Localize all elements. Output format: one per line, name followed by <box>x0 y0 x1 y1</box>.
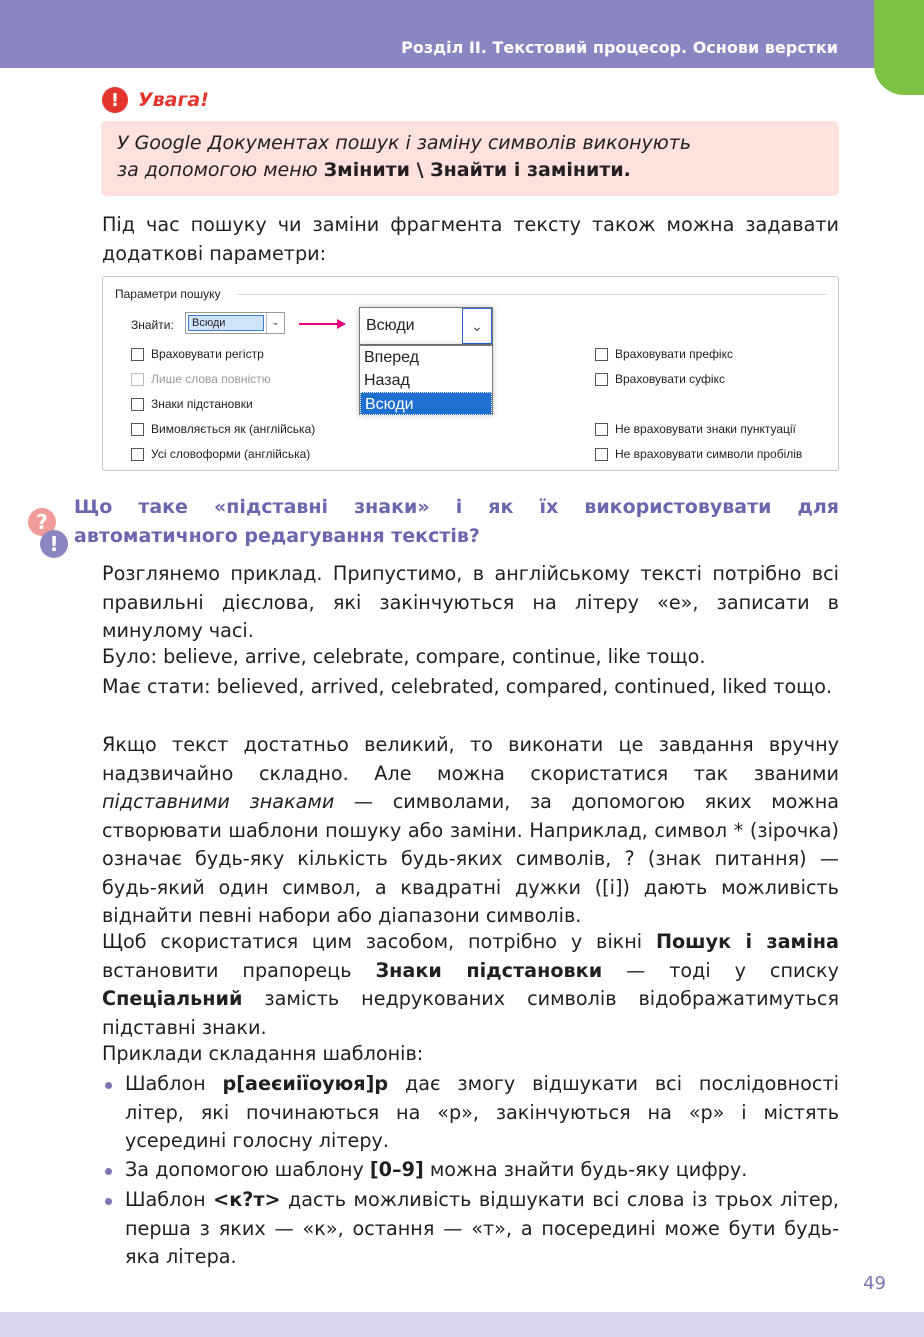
checkbox-wildcards[interactable]: Знаки підстановки <box>131 397 253 411</box>
direction-options-list <box>359 345 493 415</box>
search-options-figure <box>102 276 839 471</box>
checkbox-box[interactable] <box>595 448 608 461</box>
intro-paragraph: Під час пошуку чи заміни фрагмента тексту також можна задавати додаткові параметри: <box>102 213 839 265</box>
checkbox-box[interactable] <box>131 348 144 361</box>
body-paragraph: Якщо текст достатньо великий, то виконати це завдання вручну надзвичайно складно. Але можна скористатися так званими підставними знаками — символами, за допомогою яких можна створювати шаблони пошуку або заміни. Наприклад, символ * (зірочка) означає будь-яку кількість будь-яких символів, ? (знак питання) — будь-який один символ, а квадратні дужки ([і]) дають можливість віднайти певні набори або діапазони символів. <box>102 733 839 927</box>
question-heading: Що таке «підставні знаки» і як їх використовувати для автоматичного редагування текстів? <box>74 496 839 547</box>
option-everywhere[interactable]: Всюди <box>360 392 492 415</box>
page-number: 49 <box>863 1273 886 1294</box>
exclamation-icon: ! <box>102 87 128 113</box>
list-item: За допомогою шаблону [0–9] можна знайти будь-яку цифру. <box>102 1156 839 1185</box>
list-item: Шаблон <к?т> дасть можливість відшукати всі слова із трьох літер, перша з яких — «к», остання — «т», а посередині може бути будь-яка літера. <box>102 1186 839 1272</box>
attention-label: Увага! <box>138 89 209 111</box>
note-box <box>101 121 839 196</box>
exclamation-icon: ! <box>40 530 68 558</box>
checkbox-match-case[interactable]: Враховувати регістр <box>131 347 264 361</box>
search-direction-select[interactable] <box>185 312 285 334</box>
term-wildcards: підставними знаками <box>102 790 335 813</box>
checkbox-sounds-like[interactable]: Вимовляється як (англійська) <box>131 422 315 436</box>
checkbox-box[interactable] <box>131 448 144 461</box>
section-tab <box>874 0 924 95</box>
arrow-right-icon <box>337 319 346 329</box>
checkbox-box <box>131 373 144 386</box>
list-item: Шаблон р[аеєиіїоуюя]р дає змогу відшукати всі послідовності літер, які починаються на «р», закінчуються на «р» і містять усередині голосну літеру. <box>102 1070 839 1156</box>
body-paragraph: Має стати: believed, arrived, celebrated, compared, continued, liked тощо. <box>102 675 833 698</box>
zoomed-direction-select[interactable] <box>359 307 493 345</box>
checkbox-word-forms[interactable]: Усі словоформи (англійська) <box>131 447 310 461</box>
checkbox-box[interactable] <box>595 348 608 361</box>
footer-band <box>0 1312 924 1337</box>
fieldset-title: Параметри пошуку <box>115 287 221 301</box>
checkbox-box[interactable] <box>595 423 608 436</box>
checkbox-box[interactable] <box>131 423 144 436</box>
checkbox-ignore-punctuation[interactable]: Не враховувати знаки пунктуації <box>595 422 796 436</box>
running-header: Розділ ІІ. Текстовий процесор. Основи верстки <box>401 38 838 57</box>
term-special: Спеціальний <box>102 987 243 1010</box>
chevron-down-icon[interactable]: ⌄ <box>266 313 284 333</box>
callout-arrow <box>299 323 339 325</box>
search-direction-value: Всюди <box>188 315 264 331</box>
term-wildcards-checkbox: Знаки підстановки <box>375 958 603 982</box>
attention-heading <box>102 87 209 113</box>
zoomed-direction-value: Всюди <box>366 317 415 334</box>
find-label: Знайти: <box>131 318 174 332</box>
checkbox-ignore-spaces[interactable]: Не враховувати символи пробілів <box>595 447 802 461</box>
term-find-replace: Пошук і заміна <box>655 930 840 953</box>
checkbox-box[interactable] <box>131 398 144 411</box>
body-paragraph: Приклади складання шаблонів: <box>102 1042 424 1065</box>
note-line-1: У Google Документах пошук і заміну символів виконують <box>117 132 692 154</box>
question-answer-icon <box>28 508 74 560</box>
fieldset-divider <box>237 294 827 295</box>
question-mark-icon: ? <box>28 508 56 536</box>
menu-path: Змінити \ Знайти і замінити. <box>323 159 631 181</box>
option-backward[interactable]: Назад <box>364 372 410 389</box>
body-paragraph: Щоб скористатися цим засобом, потрібно у вікні Пошук і заміна встановити прапорець Знаки підстановки — тоді у списку Спеціальний замість недрукованих символів відображатимуться підставні знаки. <box>102 930 840 1039</box>
checkbox-whole-words: Лише слова повністю <box>131 372 271 386</box>
body-paragraph: Розглянемо приклад. Припустимо, в англійському тексті потрібно всі правильні дієслова, які закінчуються на літеру «e», записати в минулому часі. <box>102 562 839 642</box>
option-forward[interactable]: Вперед <box>364 349 420 366</box>
body-paragraph: Було: believe, arrive, celebrate, compare, continue, like тощо. <box>102 645 706 668</box>
note-line-2: за допомогою меню Змінити \ Знайти і замінити. <box>117 159 631 181</box>
checkbox-match-prefix[interactable]: Враховувати префікс <box>595 347 733 361</box>
checkbox-box[interactable] <box>595 373 608 386</box>
checkbox-match-suffix[interactable]: Враховувати суфікс <box>595 372 725 386</box>
chevron-down-icon[interactable]: ⌄ <box>462 308 492 344</box>
header-band <box>0 0 924 68</box>
